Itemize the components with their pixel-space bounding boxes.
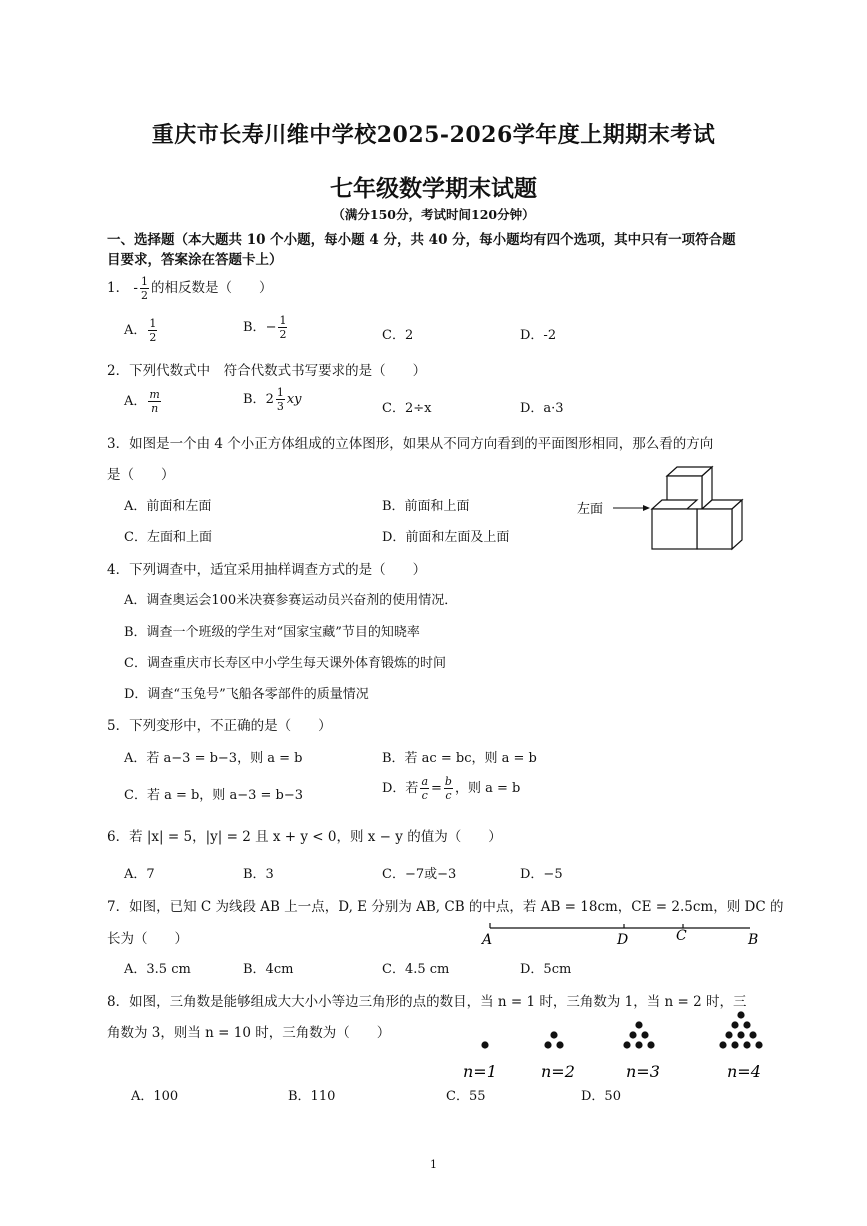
q2-option-d: D．a·3 bbox=[520, 401, 564, 416]
question-3-line1: 3．如图是一个由 4 个小正方体组成的立体图形，如果从不同方向看到的平面图形相同，那么看的方向 bbox=[107, 436, 714, 452]
triangle-dot bbox=[737, 1011, 744, 1018]
q5-option-a: A．若 a−3 = b−3，则 a = b bbox=[124, 751, 303, 766]
q5-option-c: C．若 a = b，则 a−3 = b−3 bbox=[124, 788, 303, 803]
point-c-label: C bbox=[676, 928, 687, 944]
q6-option-b: B．3 bbox=[243, 867, 274, 882]
triangle-dot bbox=[743, 1021, 750, 1028]
triangle-dot bbox=[641, 1031, 648, 1038]
triangle-dot bbox=[635, 1041, 642, 1048]
q2-option-c: C．2÷x bbox=[382, 401, 432, 416]
q1-sign: - bbox=[133, 280, 138, 296]
q2-option-a: A． $\frac{m}{n}$ bbox=[124, 388, 160, 415]
q4-option-c: C．调查重庆市长寿区中小学生每天课外体育锻炼的时间 bbox=[124, 656, 446, 671]
q4-option-d: D．调查“玉兔号”飞船各零部件的质量情况 bbox=[124, 687, 369, 702]
triangle-dot bbox=[481, 1041, 488, 1048]
section-heading-line1: 一、选择题（本大题共 10 个小题，每小题 4 分，共 40 分，每小题均有四个选项，其中只有一项符合题 bbox=[107, 232, 736, 248]
triangle-dot bbox=[635, 1021, 642, 1028]
q4-option-b: B．调查一个班级的学生对“国家宝藏”节目的知晓率 bbox=[124, 625, 420, 640]
question-6: 6．若 |x| = 5，|y| = 2 且 x + y < 0，则 x − y 的值为（ ） bbox=[107, 829, 502, 845]
triangle-dot bbox=[556, 1041, 563, 1048]
q7-segment-figure bbox=[478, 918, 768, 956]
question-2: 2．下列代数式中 符合代数式书写要求的是（ ） bbox=[107, 363, 427, 379]
q5-option-b: B．若 ac = bc，则 a = b bbox=[382, 751, 537, 766]
q6-option-d: D．−5 bbox=[520, 867, 563, 882]
q8-option-d: D．50 bbox=[581, 1089, 621, 1104]
triangle-dot bbox=[725, 1031, 732, 1038]
fig-label-n1: n=1 bbox=[463, 1062, 497, 1081]
q8-triangle-figure bbox=[455, 1003, 785, 1089]
triangle-dot bbox=[629, 1031, 636, 1038]
triangle-dot bbox=[623, 1041, 630, 1048]
q1-option-a: A． $\frac{1}{2}$ bbox=[124, 317, 157, 344]
triangle-dot bbox=[755, 1041, 762, 1048]
question-5: 5．下列变形中，不正确的是（ ） bbox=[107, 718, 332, 734]
q3-option-a: A．前面和左面 bbox=[124, 499, 212, 514]
q3-option-b: B．前面和上面 bbox=[382, 499, 470, 514]
q1-text: 的相反数是（ ） bbox=[150, 280, 273, 296]
q1-option-b: B．− $\frac{1}{2}$ bbox=[243, 314, 287, 341]
question-3-line2: 是（ ） bbox=[107, 467, 175, 483]
question-8-line1: 8．如图，三角数是能够组成大大小小等边三角形的点的数目，当 n = 1 时，三角数为 1，当 n = 2 时，三 bbox=[107, 994, 747, 1010]
point-a-label: A bbox=[482, 932, 493, 948]
question-7-line2: 长为（ ） bbox=[107, 931, 188, 947]
q7-option-a: A．3.5 cm bbox=[124, 962, 191, 977]
triangle-dot bbox=[731, 1041, 738, 1048]
q3-cube-figure bbox=[575, 462, 750, 561]
triangle-dot bbox=[550, 1031, 557, 1038]
q1-fraction: $\frac{1}{2}$ bbox=[140, 275, 148, 302]
question-8-line2: 角数为 3，则当 n = 10 时，三角数为（ ） bbox=[107, 1025, 391, 1041]
triangle-dot bbox=[749, 1031, 756, 1038]
q3-option-c: C．左面和上面 bbox=[124, 530, 212, 545]
q1-option-d: D．-2 bbox=[520, 328, 557, 343]
q6-option-a: A．7 bbox=[124, 867, 155, 882]
q8-option-c: C．55 bbox=[446, 1089, 486, 1104]
q5-option-d: D．若 $\frac{a}{c}$ = $\frac{b}{c}$ ，则 a = b bbox=[382, 775, 521, 802]
q1-option-c: C．2 bbox=[382, 328, 414, 343]
exam-title: 七年级数学期末试题 bbox=[330, 175, 537, 202]
exam-info: （满分150分，考试时间120分钟） bbox=[332, 207, 535, 222]
section-heading-line2: 目要求，答案涂在答题卡上） bbox=[107, 252, 283, 268]
q8-option-b: B．110 bbox=[288, 1089, 336, 1104]
fig-label-n4: n=4 bbox=[727, 1062, 761, 1081]
arrow-head-icon bbox=[643, 505, 650, 511]
triangle-dot bbox=[544, 1041, 551, 1048]
q8-option-a: A．100 bbox=[131, 1089, 179, 1104]
triangle-dot bbox=[737, 1031, 744, 1038]
page-number: 1 bbox=[430, 1158, 437, 1171]
triangle-dot bbox=[743, 1041, 750, 1048]
triangle-dot bbox=[719, 1041, 726, 1048]
q3-option-d: D．前面和左面及上面 bbox=[382, 530, 510, 545]
q1-number: 1． bbox=[107, 280, 130, 296]
school-title: 重庆市长寿川维中学校2025-2026学年度上期期末考试 bbox=[151, 122, 716, 148]
question-4: 4．下列调查中，适宜采用抽样调查方式的是（ ） bbox=[107, 562, 427, 578]
triangle-dot bbox=[731, 1021, 738, 1028]
q7-option-d: D．5cm bbox=[520, 962, 572, 977]
point-b-label: B bbox=[748, 932, 759, 948]
triangle-dot bbox=[647, 1041, 654, 1048]
q3-figure-label: 左面 bbox=[577, 502, 604, 517]
point-d-label: D bbox=[617, 932, 629, 948]
q7-option-b: B．4cm bbox=[243, 962, 294, 977]
q7-option-c: C．4.5 cm bbox=[382, 962, 450, 977]
q4-option-a: A．调查奥运会100米决赛参赛运动员兴奋剂的使用情况． bbox=[124, 593, 458, 608]
q2-option-b: B．2 $\frac{1}{3}$ xy bbox=[243, 386, 302, 413]
fig-label-n3: n=3 bbox=[626, 1062, 660, 1081]
fig-label-n2: n=2 bbox=[541, 1062, 575, 1081]
cube-drawing bbox=[652, 467, 742, 549]
q6-option-c: C．−7或−3 bbox=[382, 867, 457, 882]
question-1 bbox=[107, 276, 272, 301]
question-7-line1: 7．如图，已知 C 为线段 AB 上一点，D, E 分别为 AB, CB 的中点，若 AB = 18cm，CE = 2.5cm，则 DC 的 bbox=[107, 899, 784, 915]
